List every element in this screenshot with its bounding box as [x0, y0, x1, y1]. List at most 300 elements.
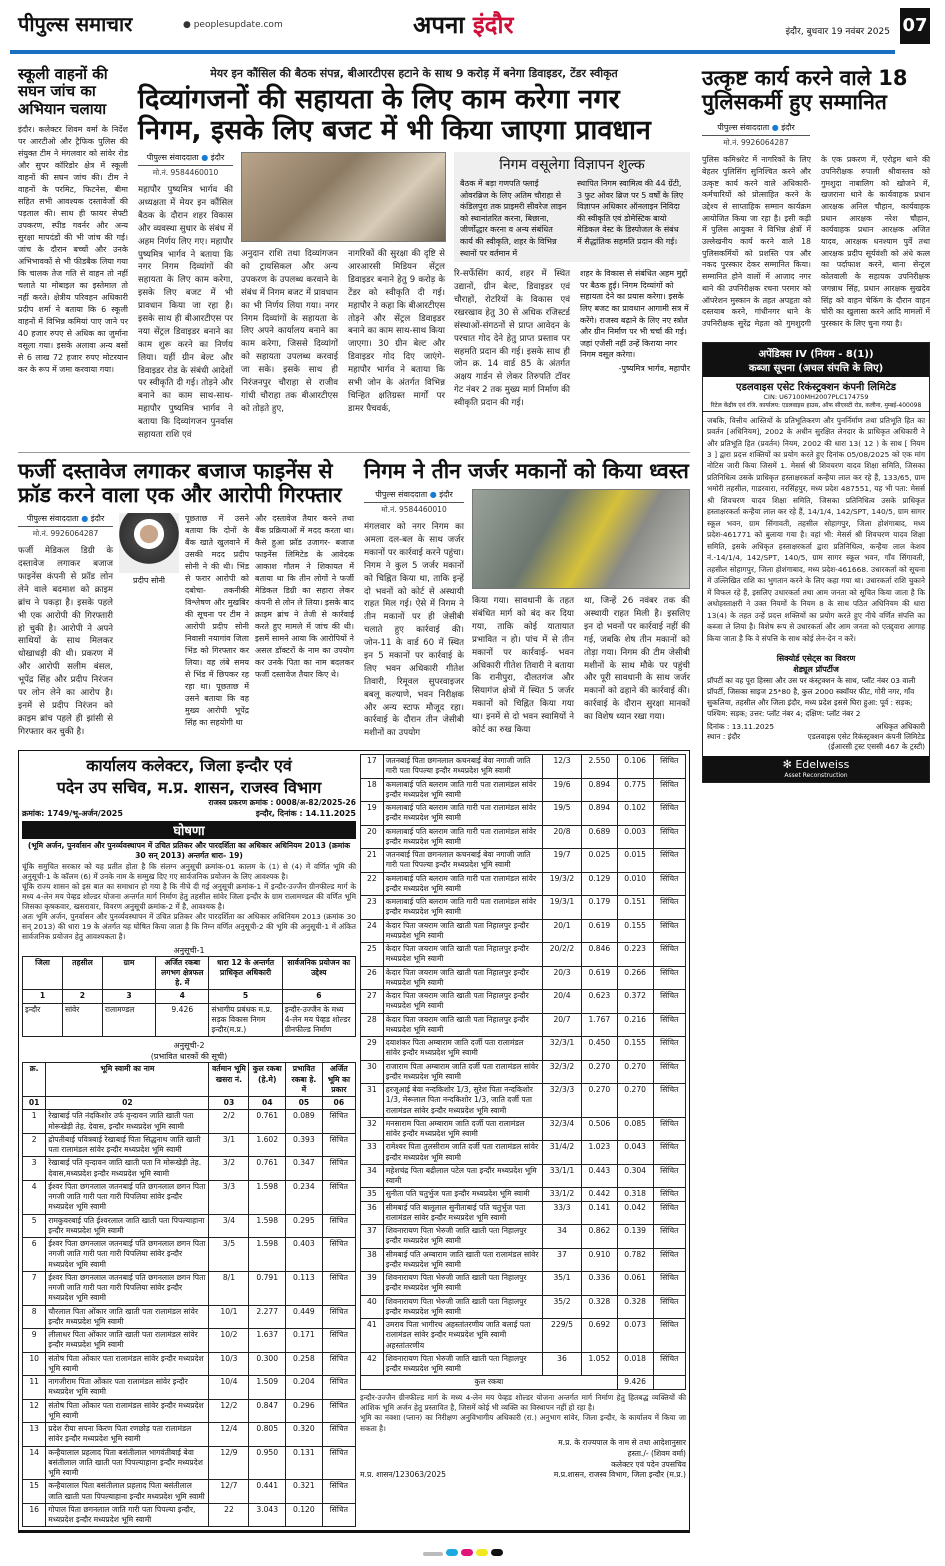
table-cell: सिंचित — [653, 1319, 686, 1353]
owner-name-cell: रेखाबाई पति वृन्दावन जाति खाती पता नि मोरूखेड़ी तेह. देवास,मध्यप्रदेश इन्दौर मध्यप्रदेश भूमि स्वामी — [46, 1157, 209, 1181]
table-cell: 1.052 — [582, 1352, 618, 1376]
table-cell: सिंचित — [322, 1446, 355, 1480]
table-cell: सिंचित — [653, 896, 686, 920]
table-cell: संभागीय प्रबंधक म.प्र. सड़क विकास निगम इन्दौर(म.प्र.) — [209, 1003, 282, 1037]
case-number: राजस्व प्रकरण क्रमांक : 0008/अ-82/2025-26 — [208, 798, 356, 808]
table-row — [23, 956, 356, 990]
fraud-col-2: पूछताछ में उसने बताया कि दोनों के बैंक खाते खुलवाने में उसकी मदद प्रदीप सोनी ने की थी। भिंड से फरार आरोपी को दबोचा- तकनीकी विश्लेषण और मुखबिर की सूचना पर टीम ने आरोपी प्रदीप सोनी निवासी नयागांव जिला भिंड को गिरफ्तार कर लिया। वह लंबे समय से भिंड में छिपकर रह रहा था। पूछताछ में उसने बताया कि वह मुख्य आरोपी भूपेंद्र सिंह का सहयोगी था — [185, 514, 249, 728]
owner-name-cell: केदार पिता जयराम जाति खाती पता निहालपुर इन्दौर मध्यप्रदेश भूमि स्वामी — [383, 1013, 542, 1037]
table-cell: 12/2 — [209, 1399, 249, 1423]
table-cell: 0.061 — [617, 1272, 653, 1296]
table-cell: सिंचित — [653, 1117, 686, 1141]
byline: पीपुल्स संवाददाता ● इंदौर — [138, 152, 233, 166]
ad-schedule-title: सिक्योर्ड एसेट्स का विवरण — [776, 653, 856, 663]
table-cell: 22 — [361, 872, 384, 896]
notice-date: इन्दौर, दिनांक : 14.11.2025 — [255, 809, 356, 819]
table-cell: 0.073 — [617, 1319, 653, 1353]
owner-name-cell: दयाशंकर पिता अम्बाराम जाति दर्जी पता रालामंडल सांवेर इन्दौर मध्यप्रदेश भूमि स्वामी — [383, 1037, 542, 1061]
quote-author: -पुष्यमित्र भार्गव, महापौर — [618, 364, 690, 373]
table-cell: सिंचित — [322, 1305, 355, 1329]
table-cell: सिंचित — [653, 1060, 686, 1084]
owner-name-cell: केदार पिता जयराम जाति खाती पता निहालपुर इन्दौर मध्यप्रदेश भूमि स्वामी — [383, 919, 542, 943]
table-cell: 0.320 — [286, 1423, 323, 1447]
table-cell: सिंचित — [322, 1352, 355, 1376]
table-cell: 1.767 — [582, 1013, 618, 1037]
table-cell: 35 — [361, 1188, 384, 1201]
story-police — [702, 66, 930, 330]
table-row — [23, 1503, 356, 1527]
table-header-cell: ग्राम — [102, 956, 155, 990]
table-cell: 1.602 — [249, 1133, 286, 1157]
table-cell: 8 — [23, 1305, 46, 1329]
table-cell: 32/3/1 — [543, 1037, 582, 1061]
table-cell: 0.619 — [582, 919, 618, 943]
fraud-col-1 — [18, 513, 113, 738]
story-body: फर्जी मेडिकल डिग्री के दस्तावेज लगाकर बजाज फाइनेंस कंपनी से फ्रॉड लोन लेने वाले बदमाश को क्राइम ब्रांच ने पकड़ा है। इसके पहले भी एक आरोपी की गिरफ्तारी हो चुकी है। आरोपी ने अपने साथियों के साथ मिलकर धोखाधड़ी की थी। प्रकरण में और आरोपी सलीम बंसल, भूपेंद्र सिंह और प्रदीप निरंजन पर लोन लेने का आरोप है। इनमें से प्रदीप निरंजन को क्राइम ब्रांच पहले ही झांसी से गिरफ्तार कर चुकी है। — [18, 546, 113, 737]
table-cell: 10/4 — [209, 1376, 249, 1400]
table-row — [361, 1248, 686, 1272]
table-cell: 31 — [361, 1084, 384, 1118]
table-cell: 36 — [361, 1201, 384, 1225]
table-cell: 1 — [23, 1110, 46, 1134]
owner-name-cell: ईश्वर पिता छगनलाल जतनबाई पति छगनलाल छगन पिता नगजी जाति गारी पता गारी पिपलिया सांवेर इन्दौर मध्यप्रदेश भूमि स्वामी — [46, 1271, 209, 1305]
owner-name-cell: नागजीराम पिता ओंकार पता रालामंडल सांवेर इन्दौर मध्यप्रदेश भूमि स्वामी — [46, 1376, 209, 1400]
table-cell: 0.106 — [617, 755, 653, 779]
table-cell: 0.328 — [617, 1295, 653, 1319]
byline: पीपुल्स संवाददाता ● इंदौर — [364, 489, 464, 503]
table-row — [23, 1214, 356, 1238]
table-cell: 3 — [23, 1157, 46, 1181]
ad-cin: CIN: U67100MH2007PLC174759 — [763, 392, 869, 401]
table-cell: सिंचित — [322, 1214, 355, 1238]
table-row — [23, 1399, 356, 1423]
table-column-number: 4 — [156, 990, 209, 1003]
table-cell: 37 — [543, 1248, 582, 1272]
table-row — [361, 1201, 686, 1225]
table-cell: 1.023 — [582, 1141, 618, 1165]
table-cell: 13 — [23, 1423, 46, 1447]
table-cell: 33/1/1 — [543, 1164, 582, 1188]
table-cell: 0.761 — [249, 1110, 286, 1134]
table-cell: 32 — [361, 1117, 384, 1141]
table-cell: 42 — [361, 1352, 384, 1376]
owner-name-cell: द्रोपतीबाई पवित्रबाई रेखाबाई पिता सिद्धनाथ जाति खाती पता रालामंडल सांवेर इन्दौर मध्यप्रदेश भूमि स्वामी — [46, 1133, 209, 1157]
table-cell: 12/7 — [209, 1480, 249, 1504]
table-cell: 0.223 — [617, 943, 653, 967]
table-cell: 9 — [23, 1329, 46, 1353]
owner-name-cell: केदार पिता जयराम जाति खाती पता निहालपुर इन्दौर मध्यप्रदेश भूमि स्वामी — [383, 990, 542, 1014]
ad-trust: (ईआरसी ट्रस्ट एससी 467 के ट्रस्टी) — [828, 742, 925, 752]
total-value: 9.426 — [617, 1376, 653, 1389]
website[interactable]: ● peoplesupdate.com — [183, 20, 283, 30]
table-cell: 41 — [361, 1319, 384, 1353]
table-row — [23, 1423, 356, 1447]
table-cell: 0.347 — [286, 1157, 323, 1181]
table-row — [361, 1225, 686, 1249]
table-cell: 0.910 — [582, 1248, 618, 1272]
table-cell: 19/6 — [543, 778, 582, 802]
table-cell: 0.619 — [582, 966, 618, 990]
table-cell: 39 — [361, 1272, 384, 1296]
table-cell: 0.403 — [286, 1238, 323, 1272]
table-row — [361, 755, 686, 779]
table-cell: 0.270 — [582, 1060, 618, 1084]
kicker: मेयर इन कौंसिल की बैठक संपन्न, बीआरटीएस हटाने के साथ 9 करोड़ में बनेगा डिवाइडर, टेंडर स्वीकृत — [210, 67, 618, 80]
table-row — [361, 1188, 686, 1201]
table-cell: 0.258 — [286, 1352, 323, 1376]
notice-right — [360, 754, 686, 1480]
mobile: मो.नं. 9926064287 — [32, 529, 99, 539]
table-cell: 1.509 — [249, 1376, 286, 1400]
table-row — [23, 1157, 356, 1181]
table-cell: 3/1 — [209, 1133, 249, 1157]
meeting-photo — [241, 152, 446, 242]
table-cell: 0.805 — [249, 1423, 286, 1447]
issue-date: इंदौर, बुधवार 19 नवंबर 2025 — [785, 27, 890, 37]
table-row — [361, 896, 686, 920]
owner-name-cell: राजाराम पिता अम्बाराम जाति दर्जी पता रालामंडल सांवेर इन्दौर मध्यप्रदेश भूमि स्वामी — [383, 1060, 542, 1084]
owner-name-cell: रेखाबाई पति नंदकिशोर उर्फ वृन्दावन जाति खाती पता मोरूखेड़ी तेह. देवास, इन्दौर मध्यप्रदेश भूमि स्वामी — [46, 1110, 209, 1134]
mobile: मो.नं. 9584460010 — [152, 168, 219, 178]
byline-city: इंदौर — [439, 490, 453, 500]
table-cell: 0.775 — [617, 778, 653, 802]
police-body: पुलिस कमिश्नरेट में नागरिकों के लिए बेहतर पुलिसिंग सुनिश्चित करने और उत्कृष्ट कार्य करने वाले अधिकारी-कर्मचारियों को प्रोत्साहित करने के उद्देश्य से साप्ताहिक सम्मान कार्यक्रम आयोजित किया जा रहा है। इसी कड़ी में पुलिस आयुक्त ने विभिन्न क्षेत्रों में उल्लेखनीय कार्य करने वाले 18 पुलिसकर्मियों को प्रशस्ति पत्र और नकद पुरस्कार देकर सम्मानित किया। सम्मानित होने वालों में आजाद नगर थाने की उपनिरीक्षक रचना परमार को ऑपरेशन मुस्कान के तहत अपहृता को दस्तयाब करने, गांधीनगर थाने के उपनिरीक्षक सुरेंद्र मेहता को गुमशुदगी के एक प्रकरण में, एरोड्रम थाने की उपनिरीक्षक रुपाली श्रीवास्तव को गुमशुदा नाबालिग को खोजने में, खजराना थाने के कार्यवाहक प्रधान आरक्षक अनिल चौहान, कार्यवाहक प्रधान आरक्षक नरेश चौहान, कार्यवाहक प्रधान आरक्षक अजित यादव, आरक्षक धनश्याम पुर्वे तथा आरक्षक प्रदीप सूर्यवंशी को अंधे कत्ल का पर्दाफाश करने, थाना सेन्ट्रल कोतवाली के सहायक उपनिरीक्षक जगन्नाथ सिंह, प्रधान आरक्षक सुखदेव सिंह को वाहन चेकिंग के दौरान वाहन चोरी का खुलासा करने आदि मामलों में पुरस्कार के लिए चुना गया है। — [702, 155, 930, 328]
schedule-1-title: अनुसूची-1 — [173, 945, 205, 955]
story-main — [138, 66, 690, 442]
ad-date: दिनांक : 13.11.2025 — [707, 722, 775, 732]
table-header-cell: अर्जित रकबा लगभग क्षेत्रफल हे. में — [156, 956, 209, 990]
ad-company: एडलवाइस एसेट रिकंस्ट्रक्शन कंपनी लिमिटेड — [735, 381, 897, 393]
table-cell: 20/8 — [543, 825, 582, 849]
owner-name-cell: सुनीता पति चतुर्भुज पता इन्दौर मध्यप्रदेश भूमि स्वामी — [383, 1188, 542, 1201]
table-cell: 0.443 — [582, 1164, 618, 1188]
schedule-2-table-right — [360, 754, 686, 1390]
story-body: महापौर पुष्यमित्र भार्गव की अध्यक्षता में मेयर इन कौंसिल बैठक के दौरान शहर विकास और व्यवस्था सुधार के संबंध में अहम निर्णय लिए गए। महापौर पुष्यमित्र भार्गव ने बताया कि नगर निगम दिव्यांगों की सहायता के लिए काम करेगा, इसके लिए बजट में भी प्रावधान किया जा रहा है। इसके साथ ही बीआरटीएस पर नया सेंट्रल डिवाइडर बनाने का काम शुरू करने का निर्णय लिया। यहीं ग्रीन बेल्ट और डिवाइडर रोड के संबंधी आदेशों पर स्वीकृति दी गई। तोड़ने और बनाने का काम साथ-साथ- महापौर पुष्यमित्र भार्गव ने बताया कि दिव्यांगजन पुनर्वास सहायता राशि एवं — [138, 185, 233, 441]
headline: स्कूली वाहनों की सघन जांच का अभियान चलाया — [18, 65, 108, 118]
table-row — [361, 1141, 686, 1165]
table-cell: सिंचित — [653, 919, 686, 943]
table-cell: सिंचित — [322, 1180, 355, 1214]
table-cell: 19/5 — [543, 802, 582, 826]
table-cell: इन्दौर — [23, 1003, 63, 1037]
table-cell: 0.894 — [582, 778, 618, 802]
ad-officer: अधिकृत अधिकारी — [876, 722, 925, 732]
table-header-cell: प्रभावित रकबा हे. में — [286, 1063, 323, 1097]
table-cell: 19/3/2 — [543, 872, 582, 896]
owner-name-cell: हरजूआई बेवा नन्दकिशोर 1/3, सुरेश पिता नन्दकिशोर 1/3, मेरूलाल पिता नन्दकिशोर 1/3, जाति दर्जी पता रालामंडल सांवेर इन्दौर मध्यप्रदेश भूमि स्वामी — [383, 1084, 542, 1118]
table-cell: सिंचित — [653, 1248, 686, 1272]
table-cell: 35/1 — [543, 1272, 582, 1296]
accused-photo — [119, 513, 179, 573]
byline-name: पीपुल्स संवाददाता — [717, 123, 770, 133]
table-row — [23, 1305, 356, 1329]
quote-text: शहर के विकास से संबंधित अहम मुद्दों पर बैठक हुई। निगम दिव्यांगों को सहायता देने का प्रयास करेगा। इसके लिए बजट का प्रावधान आगामी सत्र में करेंगे। राजस्व बढ़ाने के लिए नए स्त्रोत और ग्रीन निर्माण पर भी चर्चा की गई। जहां एजेंसी नहीं उन्हें किराया नगर निगम वसूल करेगा। — [580, 269, 689, 360]
table-row — [23, 1133, 356, 1157]
table-cell: सिंचित — [322, 1329, 355, 1353]
table-header-cell: वर्तमान भूमि खसरा नं. — [209, 1063, 249, 1097]
table-cell: 33/1/2 — [543, 1188, 582, 1201]
table-cell: 0.010 — [617, 872, 653, 896]
table-column-number: 04 — [249, 1097, 286, 1110]
ad-schedule-sub: शेड्यूल प्रॉपर्टीज — [793, 664, 839, 674]
table-cell: 1.598 — [249, 1238, 286, 1272]
table-row — [361, 849, 686, 873]
table-cell: 24 — [361, 919, 384, 943]
table-header-cell: क्र. — [23, 1063, 46, 1097]
table-cell: 0.449 — [286, 1305, 323, 1329]
table-cell: 22 — [209, 1503, 249, 1527]
table-cell: 0.131 — [286, 1446, 323, 1480]
mayor-quote — [580, 268, 690, 374]
ad-fee-box — [454, 152, 690, 262]
owner-name-cell: कन्हैयालाल पिता बसंतीलाल प्रहलाद पिता बसंतीलाल जाति खाती पता पिपल्याहाना इन्दौर मध्यप्रदेश भूमि स्वामी — [46, 1480, 209, 1504]
ad-place: स्थान : इंदौर — [707, 732, 741, 742]
table-row — [23, 1110, 356, 1134]
table-cell: 35/2 — [543, 1295, 582, 1319]
ad-schedule-body: प्रॉपर्टी का वह पूरा हिस्सा और उस पर कंस्ट्रक्शन के साथ, प्लॉट नंबर 03 वाली प्रॉपर्टी, जिसका साइज 25*80 है, कुल 2000 स्क्वॉयर फीट, गोरी नगर, गाँव सुकलिया, तहसील और जिला इंदौर, मध्य प्रदेश इससे घिरा हुआ: पूर्व : सड़क; पश्चिम: सड़क; उत्तर: प्लॉट नंबर 4; दक्षिण: प्लॉट नंबर 2 — [707, 675, 916, 719]
signature-line-1: म.प्र. के राज्यपाल के नाम से तथा आदेशानुसार — [558, 1438, 686, 1448]
table-cell: 0.393 — [286, 1133, 323, 1157]
headline: दिव्यांगजनों की सहायता के लिए काम करेगा नगर निगम, इसके लिए बजट में भी किया जाएगा प्रावधान — [138, 84, 651, 147]
table-cell: 21 — [361, 849, 384, 873]
table-cell: 30 — [361, 1060, 384, 1084]
table-cell: 0.296 — [286, 1399, 323, 1423]
registration-marks — [0, 1539, 945, 1566]
demolition-col-1 — [364, 489, 464, 740]
table-cell: 17 — [361, 755, 384, 779]
table-column-number: 5 — [209, 990, 282, 1003]
table-cell: 0.171 — [286, 1329, 323, 1353]
table-cell: 12 — [23, 1399, 46, 1423]
land-acquisition-notice — [18, 750, 690, 1533]
table-row — [361, 1037, 686, 1061]
table-cell: सिंचित — [653, 1141, 686, 1165]
table-cell: 15 — [23, 1480, 46, 1504]
table-cell: सिंचित — [653, 966, 686, 990]
table-cell: 0.321 — [286, 1480, 323, 1504]
page-number: 07 — [900, 8, 930, 44]
table-cell: सिंचित — [653, 1013, 686, 1037]
table-cell: 2.550 — [582, 755, 618, 779]
notice-title-2: पदेन उप सचिव, म.प्र. शासन, राजस्व विभाग — [56, 778, 322, 798]
table-cell: 3/5 — [209, 1238, 249, 1272]
schedule-2-title: अनुसूची-2 — [173, 1041, 205, 1051]
table-cell: 0.018 — [617, 1352, 653, 1376]
table-cell: 0.025 — [582, 849, 618, 873]
table-cell: 19/7 — [543, 849, 582, 873]
table-cell — [653, 1376, 686, 1389]
story-body: इंदौर। कलेक्टर शिवम वर्मा के निर्देश पर आरटीओ और ट्रैफिक पुलिस की संयुक्त टीम ने मंगलवार को सांवेर रोड और सुपर कॉरिडोर क्षेत्र में स्कूली वाहनों की सघन जांच की। टीम ने वाहनों के परमिट, फिटनेस, बीमा सहित सभी आवश्यक दस्तावेजों की पड़ताल की। साथ ही फायर सेफ्टी उपकरण, स्पीड गवर्नर और अन्य सुरक्षा मापदंडों की भी जांच की गई। जांच के दौरान बच्चों और उनके अभिभावकों से भी फीडबैक लिया गया कि चालक तेज गति से वाहन तो नहीं चलाते या मोबाइल का इस्तेमाल तो नहीं करते। क्षेत्रीय परिवहन अधिकारी प्रदीप शर्मा ने बताया कि 6 स्कूली वाहनों में विभिन्न कमियां पाए जाने पर 40 हजार रुपए से अधिक का जुर्माना वसूला गया। इसके अलावा अन्य बसों से 6 लाख 72 हजार रुपए मोटरयान कर के रूप में जमा करवाया गया। — [18, 124, 128, 374]
table-cell: सिंचित — [322, 1271, 355, 1305]
table-cell: 1.598 — [249, 1180, 286, 1214]
table-row — [23, 1446, 356, 1480]
owner-name-cell: मनसाराम पिता अम्बाराम जाति दर्जी पता रालामंडल सांवेर इन्दौर मध्यप्रदेश भूमि स्वामी — [383, 1117, 542, 1141]
table-cell: 4 — [23, 1180, 46, 1214]
owner-name-cell: सीमबाई पति बालूलाल सुनीताबाई पति चतुर्भुज पता रालामंडल सांवेर इन्दौर मध्यप्रदेश भूमि स्वामी — [383, 1201, 542, 1225]
table-header-cell: भूमि स्वामी का नाम — [46, 1063, 209, 1097]
box-title: निगम वसूलेगा विज्ञापन शुल्क — [499, 157, 645, 174]
table-cell: सिंचित — [653, 849, 686, 873]
table-row — [361, 1060, 686, 1084]
table-cell: 0.113 — [286, 1271, 323, 1305]
table-row — [23, 1063, 356, 1097]
table-cell: सिंचित — [653, 755, 686, 779]
table-cell: 0.089 — [286, 1110, 323, 1134]
table-cell: 20/1 — [543, 919, 582, 943]
table-cell: सिंचित — [322, 1480, 355, 1504]
table-cell: 0.120 — [286, 1503, 323, 1527]
announcement-banner: घोषणा — [22, 821, 356, 839]
reference-number: क्रमांक: 1749/भू-अर्जन/2025 — [22, 809, 123, 819]
table-cell: 19/3/1 — [543, 896, 582, 920]
table-cell: 0.442 — [582, 1188, 618, 1201]
masthead — [18, 8, 930, 50]
signature-line-4: म.प्र.शासन, राजस्व विभाग, जिला इन्दौर (म.प्र.) — [553, 1470, 686, 1480]
table-row — [361, 919, 686, 943]
notice-para-1: चूंकि समुचित सरकार को यह प्रतीत होता है कि संलग्न अनुसूची क्रमांक-01 कालम के (1) से (4) में वर्णित भूमि की अनुसूची-1 के कॉलम (6) में उनके नाम के सम्मुख दिए गए सार्वजनिक प्रयोजन के लिए आवश्यक है। — [22, 861, 356, 881]
table-cell: सिंचित — [653, 825, 686, 849]
owner-name-cell: प्रदेश रीया सपना किरण पिता रणछोड़ पता रालामंडल सांवेर इन्दौर मध्यप्रदेश भूमि स्वामी — [46, 1423, 209, 1447]
table-cell: सिंचित — [653, 943, 686, 967]
photo-caption: प्रदीप सोनी — [133, 576, 165, 586]
table-cell: 31/4/2 — [543, 1141, 582, 1165]
main-col-3: नागरिकों की सुरक्षा की दृष्टि से आरआरसी मिडियन सेंट्रल डिवाइडर बनाने हेतु 9 करोड़ के टेंडर को स्वीकृति दी गई। महापौर ने कहा कि बीआरटीएस तोड़ने और सेंट्रल डिवाइडर बनाने का काम साथ-साथ किया जाएगा। 30 ग्रीन बेल्ट और डिवाइडर गोद दिए जाएंगे- महापौर भार्गव ने बताया कि सभी जोन के अंतर्गत विभिन्न चिन्हित क्षतिग्रस्त मार्गों पर डामर पैचवर्क, — [348, 249, 446, 414]
table-cell: 0.204 — [286, 1376, 323, 1400]
table-cell: सिंचित — [653, 802, 686, 826]
table-cell: 3/4 — [209, 1214, 249, 1238]
table-cell: 0.043 — [617, 1141, 653, 1165]
main-col-2: अनुदान राशि तथा दिव्यांगजन को ट्रायसिकल और अन्य उपकरण के उपलब्ध करवाने के संबंध में निगम बजट में प्रावधान का भी निर्णय लिया गया। नगर निगम दिव्यांगों के सहायता के लिए अपने कार्यालय बनाने का काम करेगा, जिससे दिव्यांगों को सहायता उपलब्ध करवाई जा सके। इसके साथ ही निरंजनपुर चौराहा से राजीव गांधी चौराहा तक बीआरटीएस को तोड़ते हुए, — [241, 249, 338, 414]
owner-name-cell: शिवनारायण पिता भेरुजी जाति खाती पता निहालपुर इन्दौर मध्यप्रदेश भूमि स्वामी — [383, 1272, 542, 1296]
story-body: मंगलवार को नगर निगम का अमला दल-बल के साथ जर्जर मकानों पर कार्रवाई करने पहुंचा। निगम ने कुल 5 जर्जर मकानों को चिह्नित किया था, ताकि इन्हें दो भवनों को कोर्ट से अस्थायी राहत मिल गई। ऐसे में निगम ने तीन मकानों पर ही जेसीबी चलाते हुए कार्रवाई की। जोन-11 के वार्ड 60 में स्थित इन 5 मकानों पर कार्रवाई के लिए भवन अधिकारी गीतेश तिवारी, रिमूवल सुपरवाइजर बबलू कल्याणे, भवन निरीक्षक और अन्य स्टाफ मौजूद रहा। कार्रवाई के दौरान तीन जेसीबी मशीनों का उपयोग — [364, 522, 464, 739]
table-cell: इन्दौर-उज्जैन के मध्य 4-लेन मय पेव्हड शोल्डर ग्रीनफील्ड निर्माण — [282, 1003, 355, 1037]
table-column-number: 2 — [62, 990, 102, 1003]
table-cell: 20/7 — [543, 1013, 582, 1037]
owner-name-cell: चौरलाल पिता ओंकार जाति खाती पता रालामंडल सांवेर इन्दौर मध्यप्रदेश भूमि स्वामी — [46, 1305, 209, 1329]
ad-address: रिटेल केंद्रीय एवं रजि. कार्यालय: एडलवाइस हाउस, ऑफ सीएसटी रोड, कलीना, मुम्बई-400098 — [703, 401, 929, 412]
table-cell: सिंचित — [653, 778, 686, 802]
table-cell: 37 — [361, 1225, 384, 1249]
ad-header — [703, 343, 929, 377]
table-cell: 0.791 — [249, 1271, 286, 1305]
story-fraud — [18, 459, 354, 739]
table-row — [361, 1013, 686, 1037]
box-col-2: स्थापित निगम स्वामित्व की 44 ग्रेंटी, 3 फुट ओवर ब्रिज पर 5 वर्षों के लिए विज्ञापन अधिकार ऑनलाइन निविदा की स्वीकृति एवं डोमेस्टिक बायो मेडिकल वेस्ट के डिस्पोजल के संबंध में सैद्धांतिक सहमति प्रदान की गई। — [577, 179, 684, 247]
table-cell: 0.689 — [582, 825, 618, 849]
table-cell: 0.328 — [582, 1295, 618, 1319]
website-link[interactable]: peoplesupdate.com — [193, 20, 283, 30]
notice-footer-1: इन्दौर-उज्जैन ग्रीनफील्ड मार्ग के मध्य 4-लेन मय पेव्हड शोल्डर योजना अन्तर्गत मार्ग निर्माण हेतु हितबद्ध व्यक्तियों की आंशिक भूमि अर्जन हेतु प्रस्तावित है, जिसमें कोई भी व्यक्ति का विस्थापन नहीं हो रहा है। — [360, 1392, 686, 1413]
owner-name-cell: संतोष पिता ओंकार पता रालामंडल सांवेर इन्दौर मध्यप्रदेश भूमि स्वामी — [46, 1399, 209, 1423]
table-cell: 0.318 — [617, 1188, 653, 1201]
story-demolition — [364, 459, 690, 740]
owner-name-cell: शिवनारायण पिता भेरुजी जाति खाती पता निहालपुर इन्दौर मध्यप्रदेश भूमि स्वामी — [383, 1225, 542, 1249]
table-cell: 0.623 — [582, 990, 618, 1014]
table-column-number: 02 — [46, 1097, 209, 1110]
table-cell: 0.894 — [582, 802, 618, 826]
table-cell: 32/3/2 — [543, 1060, 582, 1084]
fraud-col-3: और दस्तावेज तैयार करने तथा बैंक प्रक्रियाओं में मदद करता था। कैसे हुआ फ्रॉड उजागर- बजाज फाइनेंस लिमिटेड के आवेदक आकाश गौतम ने शिकायत में बताया था कि तीन लोगों ने फर्जी मेडिकल डिग्री का सहारा लेकर कंपनी से लोन ले लिया। इसके बाद क्राइम ब्रांच ने तेजी से कार्रवाई करते हुए मामले में जांच की थी। इसमें सामने आया कि आरोपियों ने असल डॉक्टरों के नाम का उपयोग कर उनके पिता का नाम बदलकर फर्जी दस्तावेज तैयार किए थे। — [255, 514, 354, 680]
table-cell: 3/2 — [209, 1157, 249, 1181]
table-column-number: 03 — [209, 1097, 249, 1110]
notice-title-1: कार्यालय कलेक्टर, जिला इन्दौर एवं — [86, 756, 292, 776]
table-cell: 2 — [23, 1133, 46, 1157]
table-row — [361, 1295, 686, 1319]
table-cell: सिंचित — [653, 1037, 686, 1061]
table-header-cell: तहसील — [62, 956, 102, 990]
logo-subtext: Asset Reconstruction — [784, 772, 848, 780]
table-row — [361, 1272, 686, 1296]
owner-name-cell: रामकुवरबाई पति ईश्वरलाल जाति खाती पता पिपल्याहाना इन्दौर मध्यप्रदेश भूमि स्वामी — [46, 1214, 209, 1238]
table-cell: 0.015 — [617, 849, 653, 873]
table-row — [361, 990, 686, 1014]
table-row — [361, 1084, 686, 1118]
owner-name-cell: कन्हैयालाल प्रहलाद पिता बसंतीलाल भागवंतीबाई बेवा बसंतीलाल जाति खाती पता पिपल्याहाना इन्दौर मध्यप्रदेश भूमि स्वामी — [46, 1446, 209, 1480]
table-row — [23, 1329, 356, 1353]
table-column-number: 06 — [322, 1097, 355, 1110]
table-cell: सिंचित — [322, 1110, 355, 1134]
table-row — [361, 1117, 686, 1141]
table-cell: सिंचित — [653, 872, 686, 896]
table-cell: 3.043 — [249, 1503, 286, 1527]
byline-name: पीपुल्स संवाददाता — [26, 514, 79, 524]
owner-name-cell: कमलाबाई पति बलराम जाति गारी पता रालामंडल सांवेर इन्दौर मध्यप्रदेश भूमि स्वामी — [383, 825, 542, 849]
table-cell: 0.846 — [582, 943, 618, 967]
table-cell: सिंचित — [653, 1201, 686, 1225]
mobile: मो.नं. 9584460010 — [381, 505, 447, 515]
section-title-a: अपना — [413, 11, 465, 39]
table-cell: रालामण्डल — [102, 1003, 155, 1037]
table-cell: 34 — [361, 1164, 384, 1188]
table-cell: 18 — [361, 778, 384, 802]
owner-name-cell: कमलाबाई पति बलराम जाति गारी पता रालामंडल सांवेर इन्दौर मध्यप्रदेश भूमि स्वामी — [383, 802, 542, 826]
table-row — [23, 1376, 356, 1400]
logo: पीपुल्स समाचार — [18, 12, 133, 36]
demolition-col-2: किया गया। सावधानी के तहत संबंधित मार्ग को बंद कर दिया गया, ताकि कोई यातायात प्रभावित न हो। पांच में से तीन मकानों पर कार्रवाई- भवन अधिकारी गीतेश तिवारी ने बताया कि रानीपुरा, दौलतगंज और सियागंज क्षेत्रों में स्थित 5 जर्जर मकानों को चिह्नित किया गया था। इनमें से दो भवन स्वामियों ने कोर्ट का रुख किया — [472, 596, 574, 735]
edelweiss-logo: ✻ Edelweiss Asset Reconstruction — [703, 756, 929, 782]
table-row — [23, 1097, 356, 1110]
table-cell: 36 — [543, 1352, 582, 1376]
owner-name-cell: केदार पिता जयराम जाति खाती पता निहालपुर इन्दौर मध्यप्रदेश भूमि स्वामी — [383, 943, 542, 967]
story-school-vehicles — [18, 66, 128, 376]
schedule-2-table-left — [22, 1062, 356, 1527]
table-cell: 0.441 — [249, 1480, 286, 1504]
table-header-cell: धारा 12 के अन्तर्गत प्राधिकृत अधिकारी — [209, 956, 282, 990]
table-cell: 0.270 — [617, 1060, 653, 1084]
table-cell: 0.336 — [582, 1272, 618, 1296]
owner-name-cell: लीलाधर पिता ओंकार जाति खाती पता रालामंडल सांवेर इन्दौर मध्यप्रदेश भूमि स्वामी — [46, 1329, 209, 1353]
table-cell: 27 — [361, 990, 384, 1014]
total-row — [361, 1376, 686, 1389]
byline-city: इंदौर — [781, 123, 795, 133]
table-cell: 0.304 — [617, 1164, 653, 1188]
table-cell: 33/3 — [543, 1201, 582, 1225]
owner-name-cell: सीमबाई पति अम्बाराम जाति खाती पता रालामंडल सांवेर इन्दौर मध्यप्रदेश भूमि स्वामी — [383, 1248, 542, 1272]
table-column-number: 05 — [286, 1097, 323, 1110]
total-label: कुल रकबा — [361, 1376, 618, 1389]
table-cell: 0.179 — [582, 896, 618, 920]
owner-name-cell: कमलाबाई पति बलराम जाति गारी पता रालामंडल सांवेर इन्दौर मध्यप्रदेश भूमि स्वामी — [383, 778, 542, 802]
table-cell: 0.085 — [617, 1117, 653, 1141]
table-cell: सिंचित — [653, 1225, 686, 1249]
table-cell: 0.300 — [249, 1352, 286, 1376]
table-cell: 0.141 — [582, 1201, 618, 1225]
police-col-1 — [702, 122, 810, 148]
table-cell: 5 — [23, 1214, 46, 1238]
table-cell: 26 — [361, 966, 384, 990]
byline-name: पीपुल्स संवाददाता — [146, 153, 199, 163]
table-row — [361, 1164, 686, 1188]
